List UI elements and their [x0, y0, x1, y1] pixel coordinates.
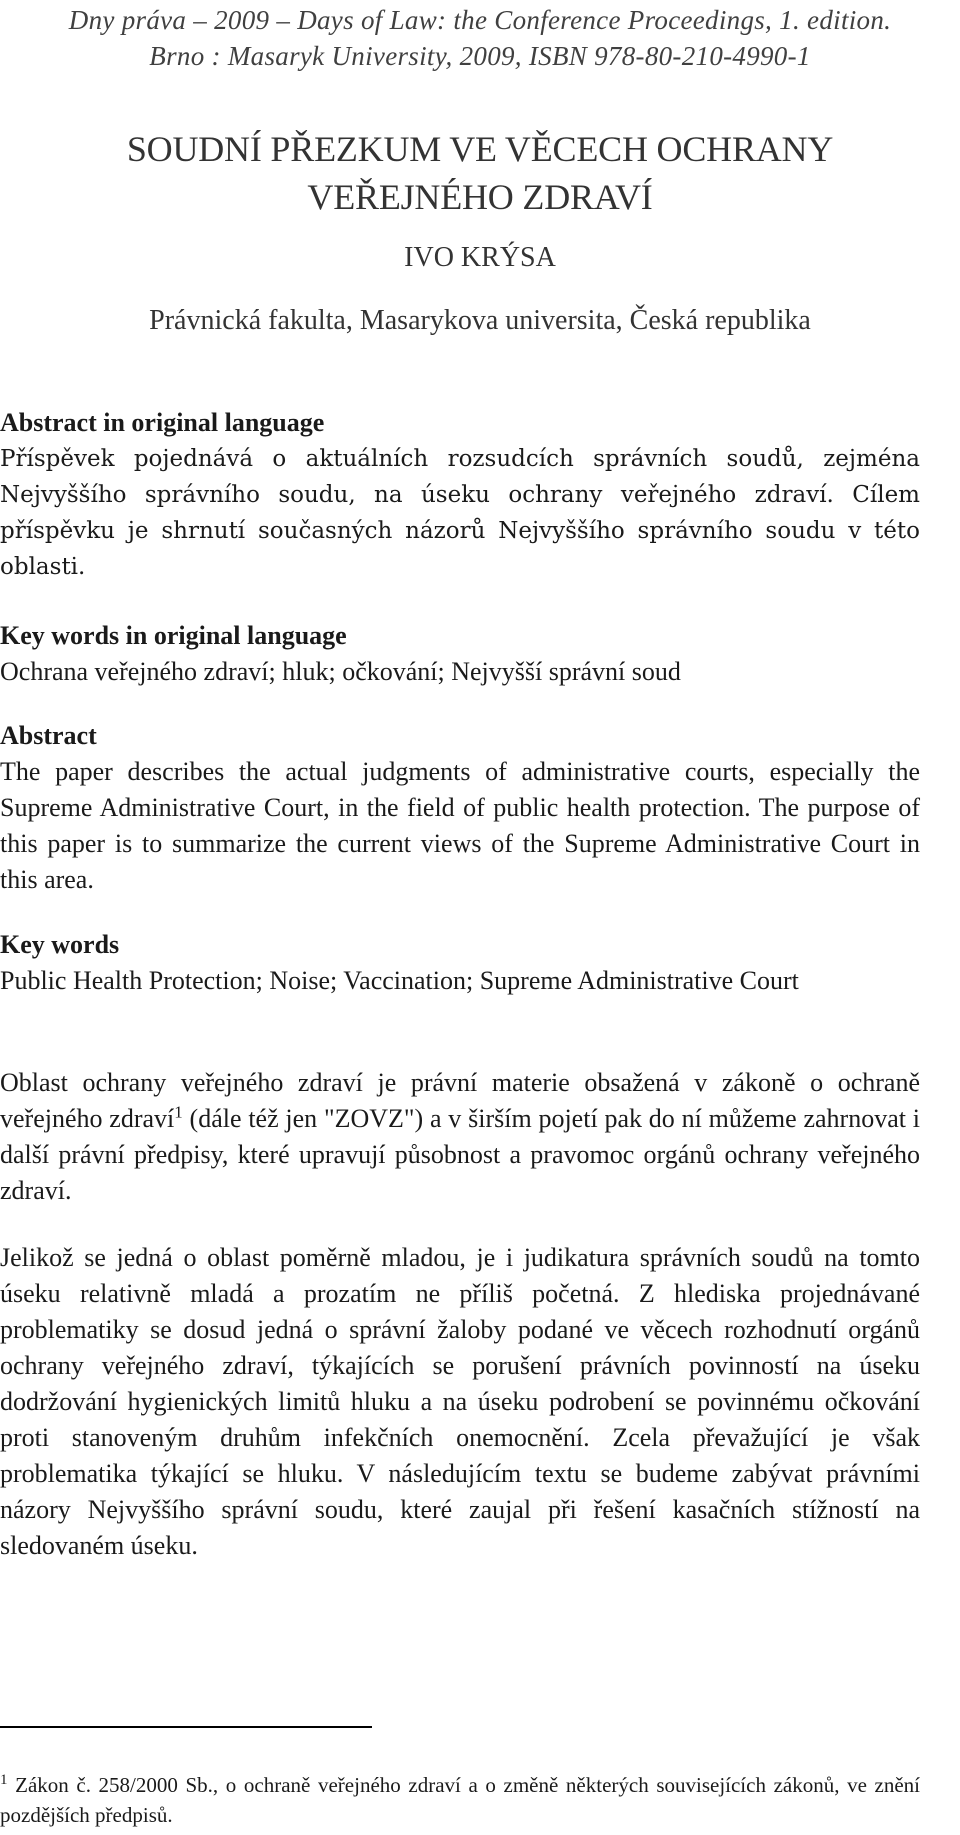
body-paragraph-1	[0, 1065, 920, 1209]
para1-text-before: Oblast ochrany veřejného zdraví je právní materie obsažená v zákoně o ochraně veřejného zdraví	[0, 1068, 920, 1133]
keywords-english-text: Public Health Protection; Noise; Vaccination; Supreme Administrative Court	[0, 966, 799, 995]
body-paragraph-2	[0, 1240, 920, 1564]
abstract-english-section	[0, 718, 920, 898]
header-line-1: Dny práva – 2009 – Days of Law: the Conference Proceedings, 1. edition.	[68, 5, 892, 35]
body-paragraph-2-text: Jelikož se jedná o oblast poměrně mladou, je i judikatura správních soudů na tomto úseku relativně mladá a prozatím ne příliš početná. Z hlediska projednávané problematiky se dosud jedná o správní žaloby podané ve věcech rozhodnutí orgánů ochrany veřejného zdraví, týkajících se porušení právních povinností na úseku dodržování hygienických limitů hluku a na úseku podrobení se povinnému očkování proti stanoveným druhům infekčních onemocnění. Zcela převažující je však problematika týkající se hluku. V následujícím textu se budeme zabývat právními názory Nejvyššího správní soudu, které zaujal při řešení kasačních stížností na sledovaném úseku.	[0, 1243, 920, 1560]
title-line-2: VEŘEJNÉHO ZDRAVÍ	[307, 177, 653, 217]
keywords-english-heading: Key words	[0, 930, 120, 959]
title-line-1: SOUDNÍ PŘEZKUM VE VĚCECH OCHRANY	[126, 129, 834, 169]
abstract-english-heading: Abstract	[0, 721, 97, 750]
header-line-2: Brno : Masaryk University, 2009, ISBN 978-80-210-4990-1	[149, 41, 811, 71]
abstract-original-text: Příspěvek pojednává o aktuálních rozsudcích správních soudů, zejména Nejvyššího správního soudu, na úseku ochrany veřejného zdraví. Cílem příspěvku je shrnutí současných názorů Nejvyššího správního soudu v této oblasti.	[0, 446, 920, 580]
keywords-english-section	[0, 927, 920, 999]
keywords-original-section	[0, 618, 920, 690]
para1-text-after: (dále též jen "ZOVZ") a v širším pojetí pak do ní můžeme zahrnovat i další právní předpisy, které upravují působnost a pravomoc orgánů ochrany veřejného zdraví.	[0, 1104, 920, 1205]
footnote	[0, 1770, 920, 1830]
footnote-reference[interactable]: 1	[174, 1102, 183, 1122]
keywords-original-heading: Key words in original language	[0, 621, 347, 650]
footnote-mark: 1	[0, 1772, 8, 1788]
running-header	[0, 2, 960, 74]
abstract-original-heading: Abstract in original language	[0, 408, 325, 437]
abstract-english-text: The paper describes the actual judgments of administrative courts, especially the Supreme Administrative Court, in the field of public health protection. The purpose of this paper is to summarize the current views of the Supreme Administrative Court in this area.	[0, 757, 920, 894]
paper-title	[0, 125, 960, 221]
author-name: IVO KRÝSA	[404, 242, 556, 273]
footnote-separator	[0, 1726, 372, 1728]
abstract-original-section	[0, 405, 920, 585]
keywords-original-text: Ochrana veřejného zdraví; hluk; očkování; Nejvyšší správní soud	[0, 657, 681, 686]
author-affiliation: Právnická fakulta, Masarykova universita, Česká republika	[149, 305, 811, 336]
footnote-text: Zákon č. 258/2000 Sb., o ochraně veřejného zdraví a o změně některých souvisejících zákonů, ve znění pozdějších předpisů.	[0, 1773, 920, 1827]
body-paragraph-1-text	[0, 1065, 920, 1209]
